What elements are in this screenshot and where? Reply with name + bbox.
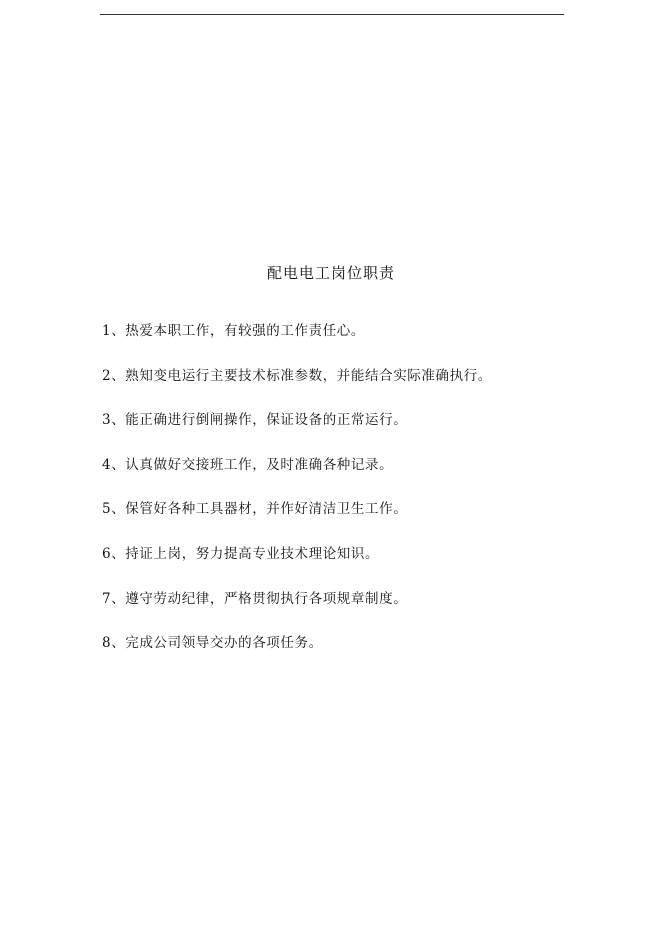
duty-item-1: 1、热爱本职工作，有较强的工作责任心。 [102, 323, 365, 339]
duty-item-5: 5、保管好各种工具器材，并作好清洁卫生工作。 [102, 501, 408, 518]
duty-item-7: 7、遵守劳动纪律，严格贯彻执行各项规章制度。 [102, 590, 408, 607]
duty-item-2: 2、熟知变电运行主要技术标准参数，并能结合实际准确执行。 [102, 367, 492, 384]
header-rule [100, 14, 564, 15]
duty-item-4: 4、认真做好交接班工作，及时准确各种记录。 [102, 456, 394, 473]
duty-item-3: 3、能正确进行倒闸操作，保证设备的正常运行。 [102, 412, 408, 429]
duty-list [102, 321, 622, 678]
duty-item-8: 8、完成公司领导交办的各项任务。 [102, 635, 323, 652]
duty-item-6: 6、持证上岗，努力提高专业技术理论知识。 [102, 545, 380, 562]
document-title: 配电电工岗位职责 [266, 264, 395, 282]
